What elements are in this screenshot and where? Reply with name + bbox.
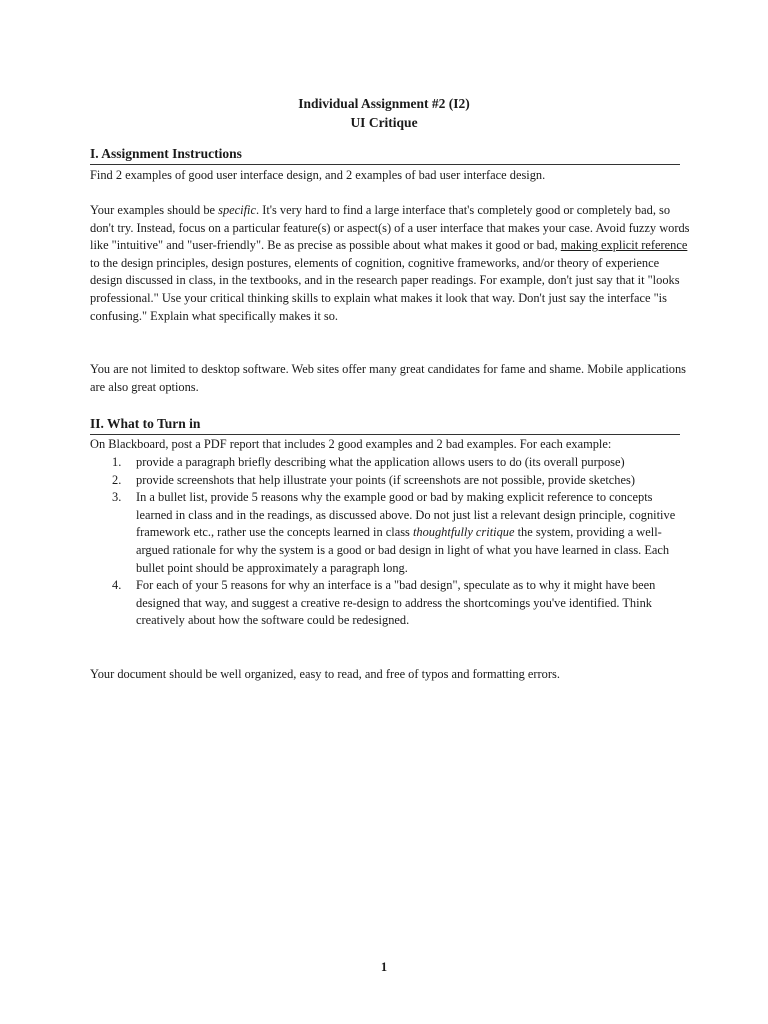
document-subtitle: UI Critique	[350, 115, 418, 130]
list-item-number: 1.	[112, 455, 122, 469]
list-item-text: For each of your 5 reasons for why an interface is a "bad design", speculate as to why it might have been designed that way, and suggest a creative re-design to address the shortcomings you've identified. Think creatively about how the software could be redesigned.	[136, 578, 656, 628]
title-block	[0, 94, 768, 132]
section-heading-instructions: I. Assignment Instructions	[90, 145, 680, 165]
list-item-text-a: In a bullet list, provide 5 reasons why the example good or bad by making explicit reference to concepts learned in class and in the readings, as discussed above. Do not just list a relevant design principle, cognitive framework etc., rather use the concepts learned in class	[136, 490, 676, 540]
instructions-intro: Find 2 examples of good user interface design, and 2 examples of bad user interface design.	[90, 168, 546, 182]
list-item-number: 2.	[112, 472, 122, 487]
list-item-text: provide screenshots that help illustrate your points (if screenshots are not possible, provide sketches)	[136, 472, 635, 487]
instructions-paragraph-platforms: You are not limited to desktop software. Web sites offer many great candidates for fame and shame. Mobile applications are also great options.	[90, 362, 687, 394]
p2-emphasis-specific: specific	[218, 203, 256, 217]
section-heading-turn-in: II. What to Turn in	[90, 415, 680, 435]
list-item	[90, 454, 690, 472]
p2-text-a: Your examples should be	[90, 203, 219, 217]
turn-in-intro: On Blackboard, post a PDF report that includes 2 good examples and 2 bad examples. For each example:	[90, 437, 612, 451]
closing-paragraph: Your document should be well organized, easy to read, and free of typos and formatting errors.	[90, 667, 560, 681]
list-item	[90, 577, 690, 630]
p2-underline-explicit-reference: making explicit reference	[560, 238, 688, 253]
list-item-emphasis: thoughtfully critique	[412, 525, 515, 540]
turn-in-list	[90, 454, 690, 630]
list-item-text-c: the system, providing a well-argued rationale for why the system is a good or bad design in light of what you have learned in class. Each bullet point should be approximately a paragraph long.	[136, 525, 670, 575]
p2-text-c: . It's very hard to find a large interface that's completely good or completely bad, so don't try. Instead, focus on a particular feature(s) or aspect(s) of a user interface that makes your case. Avoid fuzzy words like "intuitive" and "user-friendly". Be as precise as possible about what makes it good or bad,	[90, 203, 690, 253]
list-item-number: 4.	[112, 578, 122, 593]
page-number: 1	[380, 960, 388, 974]
list-item	[90, 472, 690, 490]
instructions-paragraph	[90, 202, 690, 325]
list-item	[90, 489, 690, 577]
list-item-number: 3.	[112, 490, 122, 505]
document-title: Individual Assignment #2 (I2)	[298, 96, 470, 111]
list-item-text: provide a paragraph briefly describing what the application allows users to do (its overall purpose)	[136, 455, 625, 469]
p2-text-e: to the design principles, design postures, elements of cognition, cognitive frameworks, and/or theory of experience design discussed in class, in the textbooks, and in the research paper readings. For example, don't just say that it "looks professional." Use your critical thinking skills to explain what makes it look that way. Don't just say the interface "is confusing." Explain what specifically makes it so.	[90, 255, 680, 323]
